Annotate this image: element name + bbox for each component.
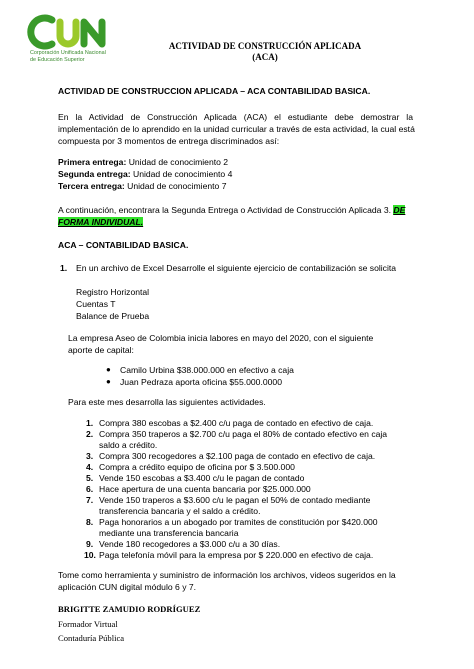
- actividad-1-text: Compra 380 escobas a $2.400 c/u paga de contado en efectivo de caja.: [99, 418, 374, 428]
- balance-de-prueba: Balance de Prueba: [76, 311, 150, 321]
- bullet-icon: ●: [106, 365, 111, 374]
- actividad-4-number: 4.: [86, 462, 94, 472]
- cun-logo: [22, 14, 132, 70]
- entrega-1: [58, 157, 228, 168]
- continuacion-text: A continuación, encontrara la Segunda Entrega o Actividad de Construcción Aplicada 3.: [58, 205, 394, 215]
- actividad-9-text: Vende 180 recogedores a $3.000 c/u a 30 días.: [99, 539, 281, 549]
- actividad-3-text: Compra 300 recogedores a $2.100 paga de contado en efectivo de caja.: [99, 451, 376, 461]
- continuacion-line-2: [58, 217, 143, 228]
- entrega-2-text: Unidad de conocimiento 4: [130, 169, 233, 179]
- actividad-2-number: 2.: [86, 429, 94, 439]
- entrega-3-text: Unidad de conocimiento 7: [124, 181, 227, 191]
- actividad-5-number: 5.: [86, 473, 94, 483]
- actividad-6-text: Hace apertura de una cuenta bancaria por $25.000.000: [99, 484, 311, 494]
- closing-line-1: Tome como herramienta y suministro de información los archivos, videos sugeridos en la: [58, 570, 396, 580]
- actividad-7-text-1: Vende 150 traperos a $3.600 c/u le pagan el 50% de contado mediante: [99, 495, 371, 505]
- actividad-4-text: Compra a crédito equipo de oficina por $ 3.500.000: [99, 462, 295, 472]
- logo-line-2: de Educación Superior: [30, 57, 85, 63]
- point-1-text: En un archivo de Excel Desarrolle el siguiente ejercicio de contabilización se solicita: [76, 263, 397, 273]
- aporte-1: Camilo Urbina $38.000.000 en efectivo a caja: [120, 365, 294, 375]
- actividad-3-number: 3.: [86, 451, 94, 461]
- intro-line-1: En la Actividad de Construcción Aplicada (ACA) el estudiante debe demostrar la: [58, 112, 413, 122]
- entrega-3-label: Tercera entrega:: [58, 181, 125, 191]
- entrega-2: [58, 169, 232, 180]
- bullet-icon: ●: [106, 377, 111, 386]
- point-1-number: 1.: [60, 263, 68, 273]
- main-title: ACTIVIDAD DE CONSTRUCCION APLICADA – ACA CONTABILIDAD BASICA.: [58, 86, 371, 96]
- registro-horizontal: Registro Horizontal: [76, 287, 150, 297]
- continuacion-line-1: [58, 205, 405, 216]
- actividad-8-number: 8.: [86, 517, 94, 527]
- closing-line-2: aplicación CUN digital módulo 6 y 7.: [58, 582, 197, 592]
- actividad-9-number: 9.: [86, 539, 94, 549]
- intro-line-3: compuesta por 3 momentos de entrega discriminados así:: [58, 136, 280, 146]
- actividad-10-text: Paga telefonía móvil para la empresa por $ 220.000 en efectivo de caja.: [99, 550, 374, 560]
- entrega-3: [58, 181, 226, 192]
- signature-program: Contaduría Pública: [58, 633, 125, 643]
- forma-individual-highlight-2: FORMA INDIVIDUAL.: [58, 217, 144, 227]
- forma-individual-highlight-1: DE: [393, 205, 406, 215]
- empresa-line-2: aporte de capital:: [68, 345, 134, 355]
- logo-line-1: Corporación Unificada Nacional: [30, 50, 106, 56]
- actividad-2-text-2: saldo a crédito.: [99, 440, 158, 450]
- cuentas-t: Cuentas T: [76, 299, 116, 309]
- entrega-1-label: Primera entrega:: [58, 157, 127, 167]
- empresa-line-1: La empresa Aseo de Colombia inicia labores en mayo del 2020, con el siguiente: [68, 333, 374, 343]
- entrega-2-label: Segunda entrega:: [58, 169, 131, 179]
- actividad-10-number: 10.: [84, 550, 96, 560]
- signature-name: BRIGITTE ZAMUDIO RODRÍGUEZ: [58, 604, 201, 614]
- entrega-1-text: Unidad de conocimiento 2: [126, 157, 229, 167]
- actividad-5-text: Vende 150 escobas a $3.400 c/u le pagan de contado: [99, 473, 305, 483]
- actividad-6-number: 6.: [86, 484, 94, 494]
- logo-caption: [30, 50, 106, 64]
- actividades-intro: Para este mes desarrolla las siguientes actividades.: [68, 397, 266, 407]
- header-title: ACTIVIDAD DE CONSTRUCCIÓN APLICADA: [168, 41, 362, 51]
- signature-role: Formador Virtual: [58, 619, 118, 629]
- section-title: ACA – CONTABILIDAD BASICA.: [58, 240, 189, 250]
- actividad-2-text-1: Compra 350 traperos a $2.700 c/u paga el 80% de contado efectivo en caja: [99, 429, 388, 439]
- actividad-8-text-2: mediante una transferencia bancaria: [99, 528, 239, 538]
- actividad-7-number: 7.: [86, 495, 94, 505]
- actividad-8-text-1: Paga honorarios a un abogado por tramites de constitución por $420.000: [99, 517, 378, 527]
- cun-logo-icon: [22, 14, 132, 50]
- actividad-7-text-2: transferencia bancaria y el saldo a crédito.: [99, 506, 261, 516]
- header-subtitle: (ACA): [252, 52, 278, 62]
- actividad-1-number: 1.: [86, 418, 94, 428]
- intro-line-2: implementación de lo aprendido en la unidad curricular a través de esta actividad, la cual está: [58, 124, 415, 134]
- aporte-2: Juan Pedraza aporta oficina $55.000.0000: [120, 377, 282, 387]
